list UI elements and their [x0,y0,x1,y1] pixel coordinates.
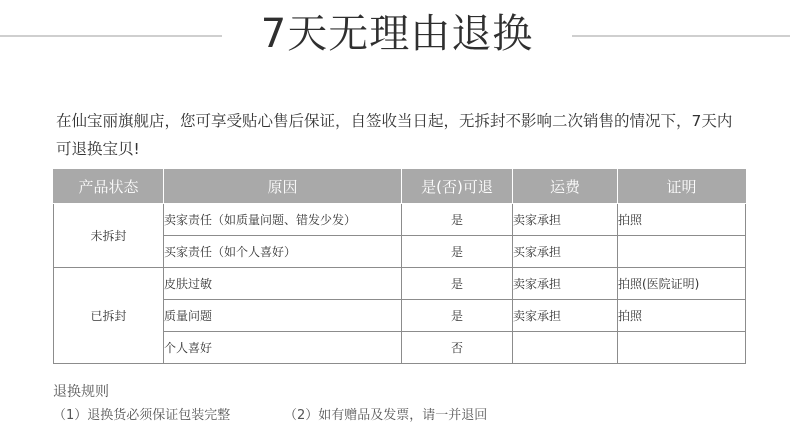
proof-cell: 拍照(医院证明) [618,268,746,300]
page-title: 7天无理由退换 [260,11,534,57]
table-row [54,268,746,300]
proof-cell: 拍照 [618,204,746,236]
refundable-cell: 是 [402,204,513,236]
shipping-cell [513,332,618,364]
title-divider-left [0,35,222,37]
header-shipping: 运费 [513,170,618,204]
refundable-cell: 是 [402,236,513,268]
return-policy-table [53,169,746,364]
shipping-cell: 卖家承担 [513,300,618,332]
header-proof: 证明 [618,170,746,204]
shipping-cell: 买家承担 [513,236,618,268]
title-row [0,0,790,72]
reason-cell: 个人喜好 [164,332,402,364]
header-refundable: 是(否)可退 [402,170,513,204]
proof-cell: 拍照 [618,300,746,332]
title-divider-right [572,35,790,37]
reason-cell: 皮肤过敏 [164,268,402,300]
shipping-cell: 卖家承担 [513,204,618,236]
status-cell-opened: 已拆封 [54,268,164,364]
refundable-cell: 否 [402,332,513,364]
shipping-cell: 卖家承担 [513,268,618,300]
header-reason: 原因 [164,170,402,204]
proof-cell [618,332,746,364]
reason-cell: 质量问题 [164,300,402,332]
table-row [54,204,746,236]
refundable-cell: 是 [402,268,513,300]
proof-cell [618,236,746,268]
reason-cell: 买家责任（如个人喜好） [164,236,402,268]
header-status: 产品状态 [54,170,164,204]
rules-item: （2）如有赠品及发票，请一并退回 [284,408,488,423]
rules-title: 退换规则 [53,384,109,400]
refundable-cell: 是 [402,300,513,332]
intro-text: 在仙宝丽旗舰店，您可享受贴心售后保证，自签收当日起，无拆封不影响二次销售的情况下，7天内可退换宝贝! [56,112,733,158]
reason-cell: 卖家责任（如质量问题、错发少发） [164,204,402,236]
table-header-row [54,170,746,204]
status-cell-unopened: 未拆封 [54,204,164,268]
rules-item: （1）退换货必须保证包装完整 [53,408,231,423]
